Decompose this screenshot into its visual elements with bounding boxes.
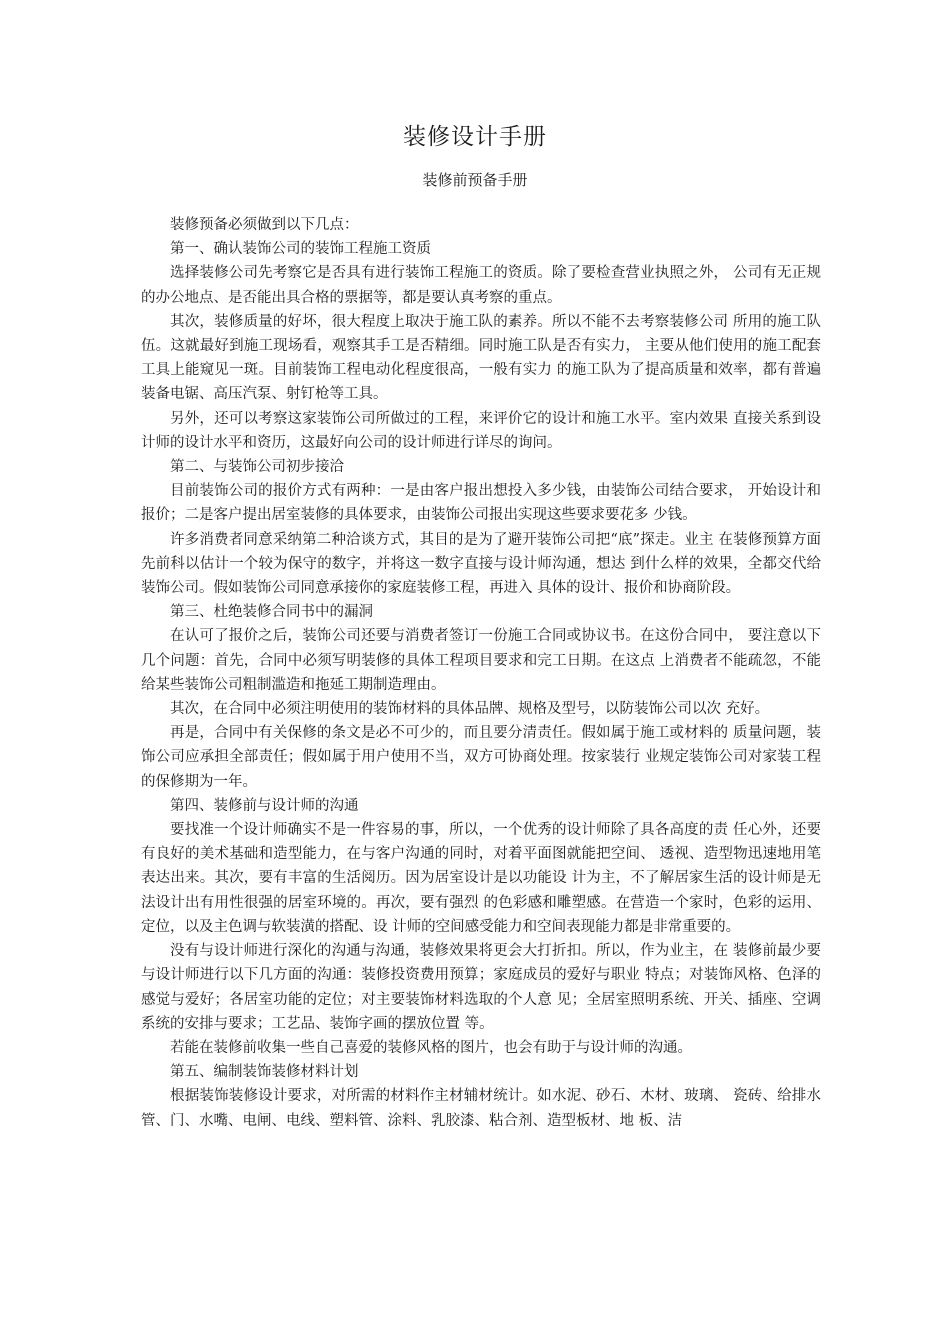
body-paragraph: 在认可了报价之后，装饰公司还要与消费者签订一份施工合同或协议书。在这份合同中， 要注意以下几个问题：首先，合同中必须写明装修的具体工程项目要求和完工日期。在这点 上消费者不能疏忽，不能给某些装饰公司粗制滥造和拖延工期制造理由。 <box>141 628 821 693</box>
body-paragraph: 其次，装修质量的好坏，很大程度上取决于施工队的素养。所以不能不去考察装修公司 所用的施工队伍。这就最好到施工现场看，观察其手工是否精细。同时施工队是否有实力， 主要从他们使用的施工配套工具上能窥见一斑。目前装饰工程电动化程度很高，一般有实力 的施工队为了提高质量和效率，都有普遍装备电锯、高压汽泵、射钉枪等工具。 <box>141 313 821 403</box>
section-heading-4: 第四、装修前与设计师的沟通 <box>170 797 359 814</box>
intro-paragraph: 装修预备必须做到以下几点： <box>170 217 359 233</box>
section-heading-5: 第五、编制装饰装修材料计划 <box>170 1064 359 1081</box>
body-paragraph: 若能在装修前收集一些自己喜爱的装修风格的图片，也会有助于与设计师的沟通。 <box>170 1039 692 1056</box>
section-heading-3: 第三、杜绝装修合同书中的漏洞 <box>170 604 373 621</box>
document-body <box>141 213 821 1133</box>
body-paragraph: 选择装修公司先考察它是否具有进行装饰工程施工的资质。除了要检查营业执照之外， 公司有无正规的办公地点、是否能出具合格的票据等，都是要认真考察的重点。 <box>141 265 821 306</box>
section-heading-1: 第一、确认装饰公司的装饰工程施工资质 <box>170 241 431 258</box>
body-paragraph: 另外，还可以考察这家装饰公司所做过的工程，来评价它的设计和施工水平。室内效果 直接关系到设计师的设计水平和资历，这最好向公司的设计师进行详尽的询问。 <box>141 410 821 451</box>
body-paragraph: 根据装饰装修设计要求，对所需的材料作主材辅材统计。如水泥、砂石、木材、玻璃、 瓷砖、给排水管、门、水嘴、电闸、电线、塑料管、涂料、乳胶漆、粘合剂、造型板材、地 板、洁 <box>141 1088 821 1129</box>
document-subtitle: 装修前预备手册 <box>422 171 528 189</box>
body-paragraph: 目前装饰公司的报价方式有两种：一是由客户报出想投入多少钱，由装饰公司结合要求， 开始设计和报价；二是客户提出居室装修的具体要求，由装饰公司报出实现这些要求要花多 少钱。 <box>141 483 821 524</box>
document-title: 装修设计手册 <box>403 124 547 150</box>
body-paragraph: 许多消费者同意采纳第二种洽谈方式，其目的是为了避开装饰公司把“底”探走。业主 在装修预算方面先前科以估计一个较为保守的数字，并将这一数字直接与设计师沟通，想达 到什么样的效果，全都交代给装饰公司。假如装饰公司同意承接你的家庭装修工程，再进入 具体的设计、报价和协商阶段。 <box>141 531 821 597</box>
body-paragraph: 没有与设计师进行深化的沟通与沟通，装修效果将更会大打折扣。所以，作为业主，在 装修前最少要与设计师进行以下几方面的沟通：装修投资费用预算；家庭成员的爱好与职业 特点；对装饰风格、色泽的感觉与爱好；各居室功能的定位；对主要装饰材料选取的个人意 见；全居室照明系统、开关、插座、空调系统的安排与要求；工艺品、装饰字画的摆放位置 等。 <box>141 943 821 1032</box>
body-paragraph: 其次，在合同中必须注明使用的装饰材料的具体品牌、规格及型号，以防装饰公司以次 充好。 <box>170 701 770 718</box>
body-paragraph: 要找准一个设计师确实不是一件容易的事，所以，一个优秀的设计师除了具各高度的责 任心外，还要有良好的美术基础和造型能力，在与客户沟通的同时，对着平面图就能把空间、 透视、造型物迅速地用笔表达出来。其次，要有丰富的生活阅历。因为居室设计是以功能设 计为主，不了解居家生活的设计师是无法设计出有用性很强的居室环境的。再次，要有强烈 的色彩感和雕塑感。在营造一个家时，色彩的运用、定位，以及主色调与软装潢的搭配、设 计师的空间感受能力和空间表现能力都是非常重要的。 <box>141 822 821 935</box>
section-heading-2: 第二、与装饰公司初步接洽 <box>170 459 344 476</box>
body-paragraph: 再是，合同中有关保修的条文是必不可少的，而且要分清责任。假如属于施工或材料的 质量问题，装饰公司应承担全部责任；假如属于用户使用不当，双方可协商处理。按家装行 业规定装饰公司对家装工程的保修期为一年。 <box>141 725 821 790</box>
